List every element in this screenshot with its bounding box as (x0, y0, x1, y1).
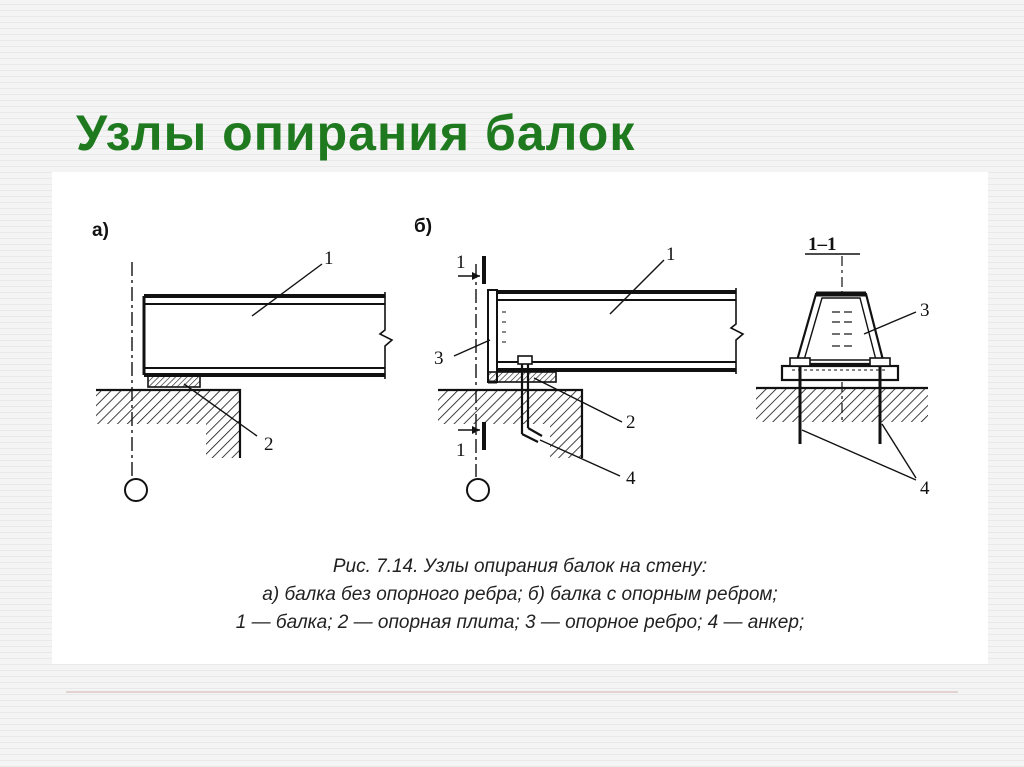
bearing-stiffener-section (796, 294, 884, 364)
view-a-label: а) (92, 220, 109, 241)
callout-plate-b: 2 (626, 412, 636, 433)
callout-stiffener-b: 3 (434, 348, 444, 369)
slide-title: Узлы опирания балок (76, 105, 636, 161)
figure-panel (52, 172, 988, 664)
callout-stiffener-section: 3 (920, 300, 930, 321)
section-title: 1–1 (808, 234, 837, 255)
callout-plate-a: 2 (264, 434, 274, 455)
view-b-drawing (438, 256, 743, 501)
callout-anchor-b: 4 (626, 468, 636, 489)
wall-a (96, 390, 240, 458)
bearing-stiffener-b (488, 290, 497, 382)
caption-line-1: Рис. 7.14. Узлы опирания балок на стену: (332, 556, 708, 577)
support-plate-a (148, 375, 200, 387)
footer-divider (66, 691, 958, 693)
view-a-drawing (96, 262, 392, 501)
view-b-label: б) (414, 216, 433, 237)
beam-b (497, 288, 743, 374)
section-mark-bottom: 1 (456, 440, 466, 461)
caption-line-3: 1 — балка; 2 — опорная плита; 3 — опорное ребро; 4 — анкер; (235, 612, 805, 633)
section-view-drawing (756, 254, 928, 480)
caption-line-2: а) балка без опорного ребра; б) балка с опорным ребром; (262, 584, 778, 605)
axis-marker-a (125, 479, 147, 501)
callout-anchor-section: 4 (920, 478, 930, 499)
callout-beam-b: 1 (666, 244, 676, 265)
beam-a (144, 292, 392, 379)
callout-beam-a: 1 (324, 248, 334, 269)
wall-section (756, 388, 928, 422)
section-mark-top: 1 (456, 252, 466, 273)
axis-marker-b (467, 479, 489, 501)
